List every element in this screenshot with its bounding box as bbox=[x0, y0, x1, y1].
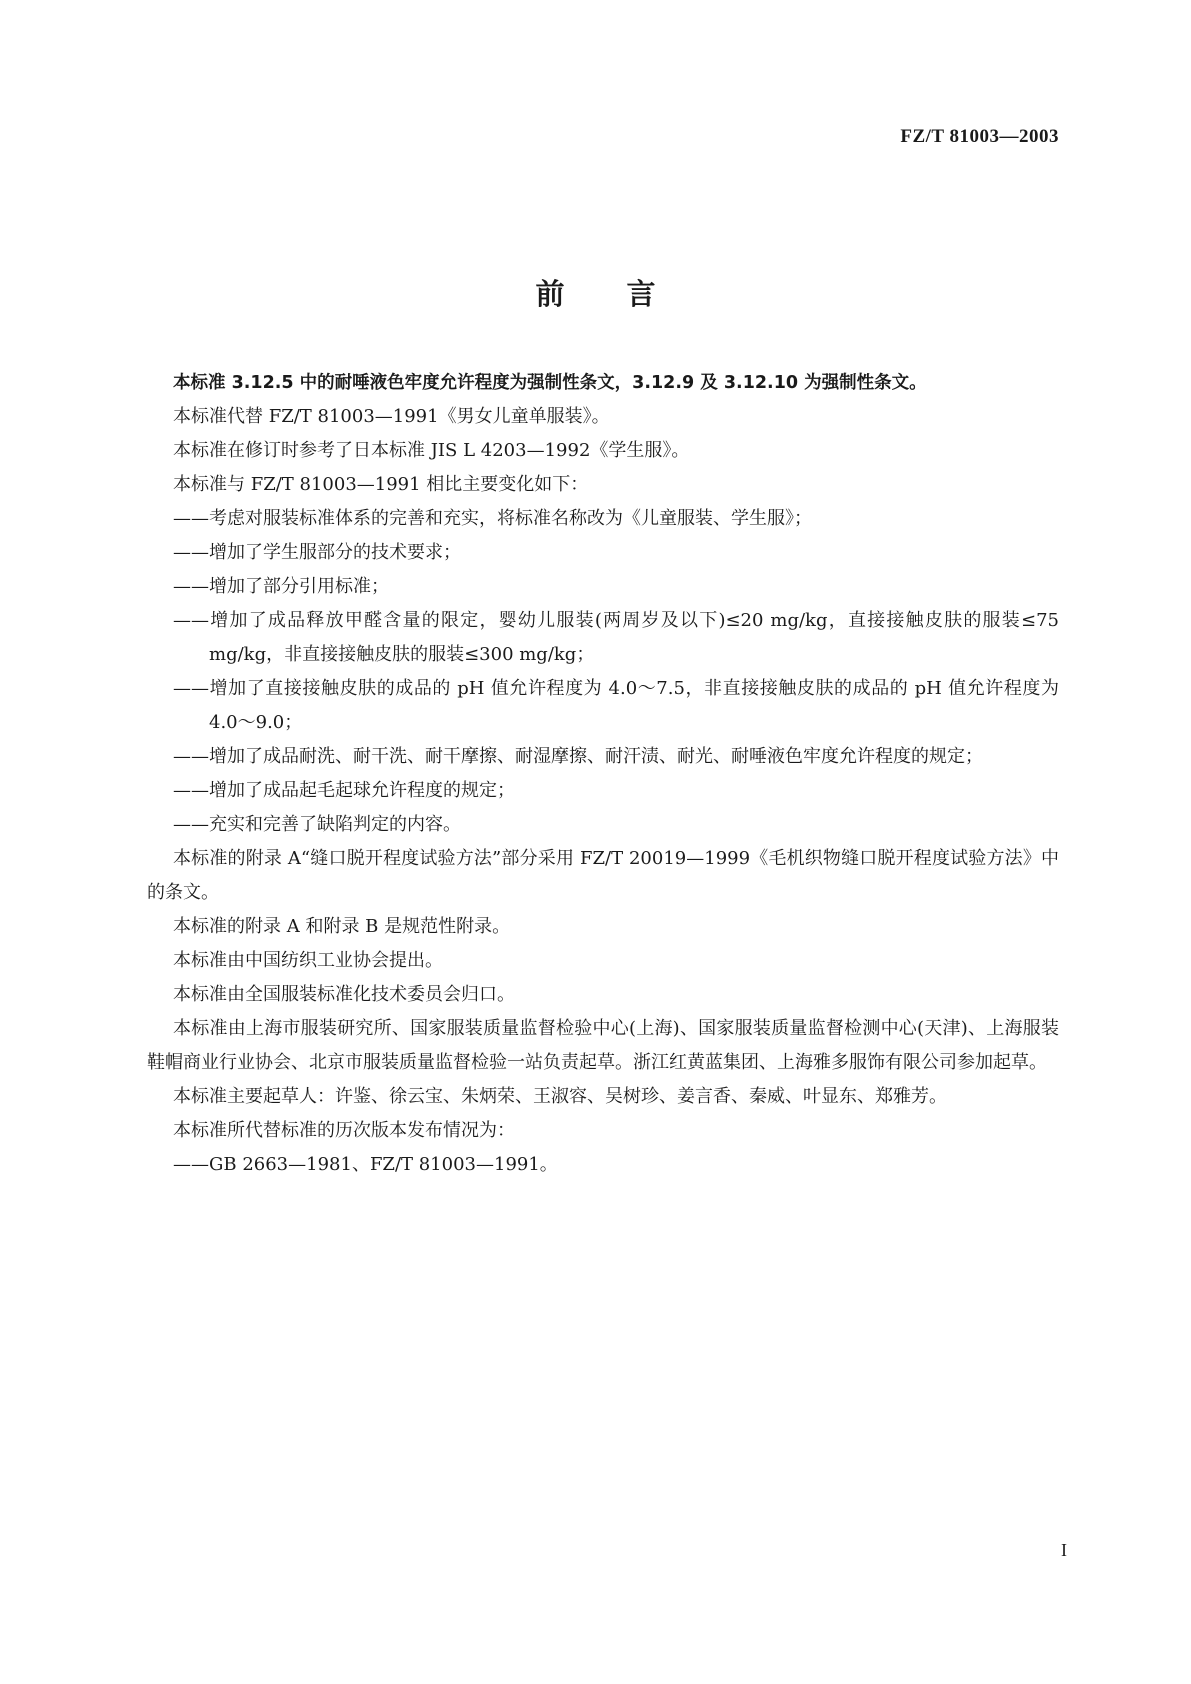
paragraph-centralized-by: 本标准由全国服装标准化技术委员会归口。 bbox=[173, 984, 515, 1005]
list-item: ——增加了部分引用标准； bbox=[173, 576, 389, 597]
list-item: ——增加了学生服部分的技术要求； bbox=[173, 542, 461, 563]
list-item: ——增加了直接接触皮肤的成品的 pH 值允许程度为 4.0～7.5，非直接接触皮肤的成品的 pH 值允许程度为 4.0～9.0； bbox=[173, 678, 1059, 733]
paragraph-annexes-normative: 本标准的附录 A 和附录 B 是规范性附录。 bbox=[173, 916, 511, 937]
list-item: ——充实和完善了缺陷判定的内容。 bbox=[173, 814, 461, 835]
list-item: ——GB 2663—1981、FZ/T 81003—1991。 bbox=[173, 1154, 558, 1175]
paragraph-drafted-by: 本标准由上海市服装研究所、国家服装质量监督检验中心(上海)、国家服装质量监督检测中心(天津)、上海服装鞋帽商业行业协会、北京市服装质量监督检验一站负责起草。浙江红黄蓝集团、上海雅多服饰有限公司参加起草。 bbox=[147, 1018, 1059, 1073]
paragraph-mandatory-clauses: 本标准 3.12.5 中的耐唾液色牢度允许程度为强制性条文，3.12.9 及 3.12.10 为强制性条文。 bbox=[173, 373, 927, 393]
list-item: ——增加了成品耐洗、耐干洗、耐干摩擦、耐湿摩擦、耐汗渍、耐光、耐唾液色牢度允许程度的规定； bbox=[173, 746, 983, 767]
standard-code: FZ/T 81003—2003 bbox=[900, 126, 1059, 147]
paragraph-previous-editions: 本标准所代替标准的历次版本发布情况为： bbox=[173, 1120, 515, 1141]
paragraph-replaces: 本标准代替 FZ/T 81003—1991《男女儿童单服装》。 bbox=[173, 406, 610, 427]
list-item: ——考虑对服装标准体系的完善和充实，将标准名称改为《儿童服装、学生服》； bbox=[173, 508, 812, 529]
paragraph-annex-a: 本标准的附录 A“缝口脱开程度试验方法”部分采用 FZ/T 20019—1999《毛机织物缝口脱开程度试验方法》中的条文。 bbox=[147, 848, 1059, 903]
list-item: ——增加了成品释放甲醛含量的限定，婴幼儿服装(两周岁及以下)≤20 mg/kg，直接接触皮肤的服装≤75 mg/kg，非直接接触皮肤的服装≤300 mg/kg； bbox=[173, 610, 1059, 665]
page-title: 前言 bbox=[535, 277, 718, 311]
paragraph-proposed-by: 本标准由中国纺织工业协会提出。 bbox=[173, 950, 443, 971]
foreword-body bbox=[147, 366, 1059, 1182]
paragraph-drafters: 本标准主要起草人：许鉴、徐云宝、朱炳荣、王淑容、吴树珍、姜言香、秦威、叶显东、郑雅芳。 bbox=[173, 1086, 947, 1107]
page-number: I bbox=[1061, 1540, 1067, 1560]
list-item: ——增加了成品起毛起球允许程度的规定； bbox=[173, 780, 515, 801]
paragraph-changes-intro: 本标准与 FZ/T 81003—1991 相比主要变化如下： bbox=[173, 474, 589, 495]
paragraph-reference: 本标准在修订时参考了日本标准 JIS L 4203—1992《学生服》。 bbox=[173, 440, 690, 461]
